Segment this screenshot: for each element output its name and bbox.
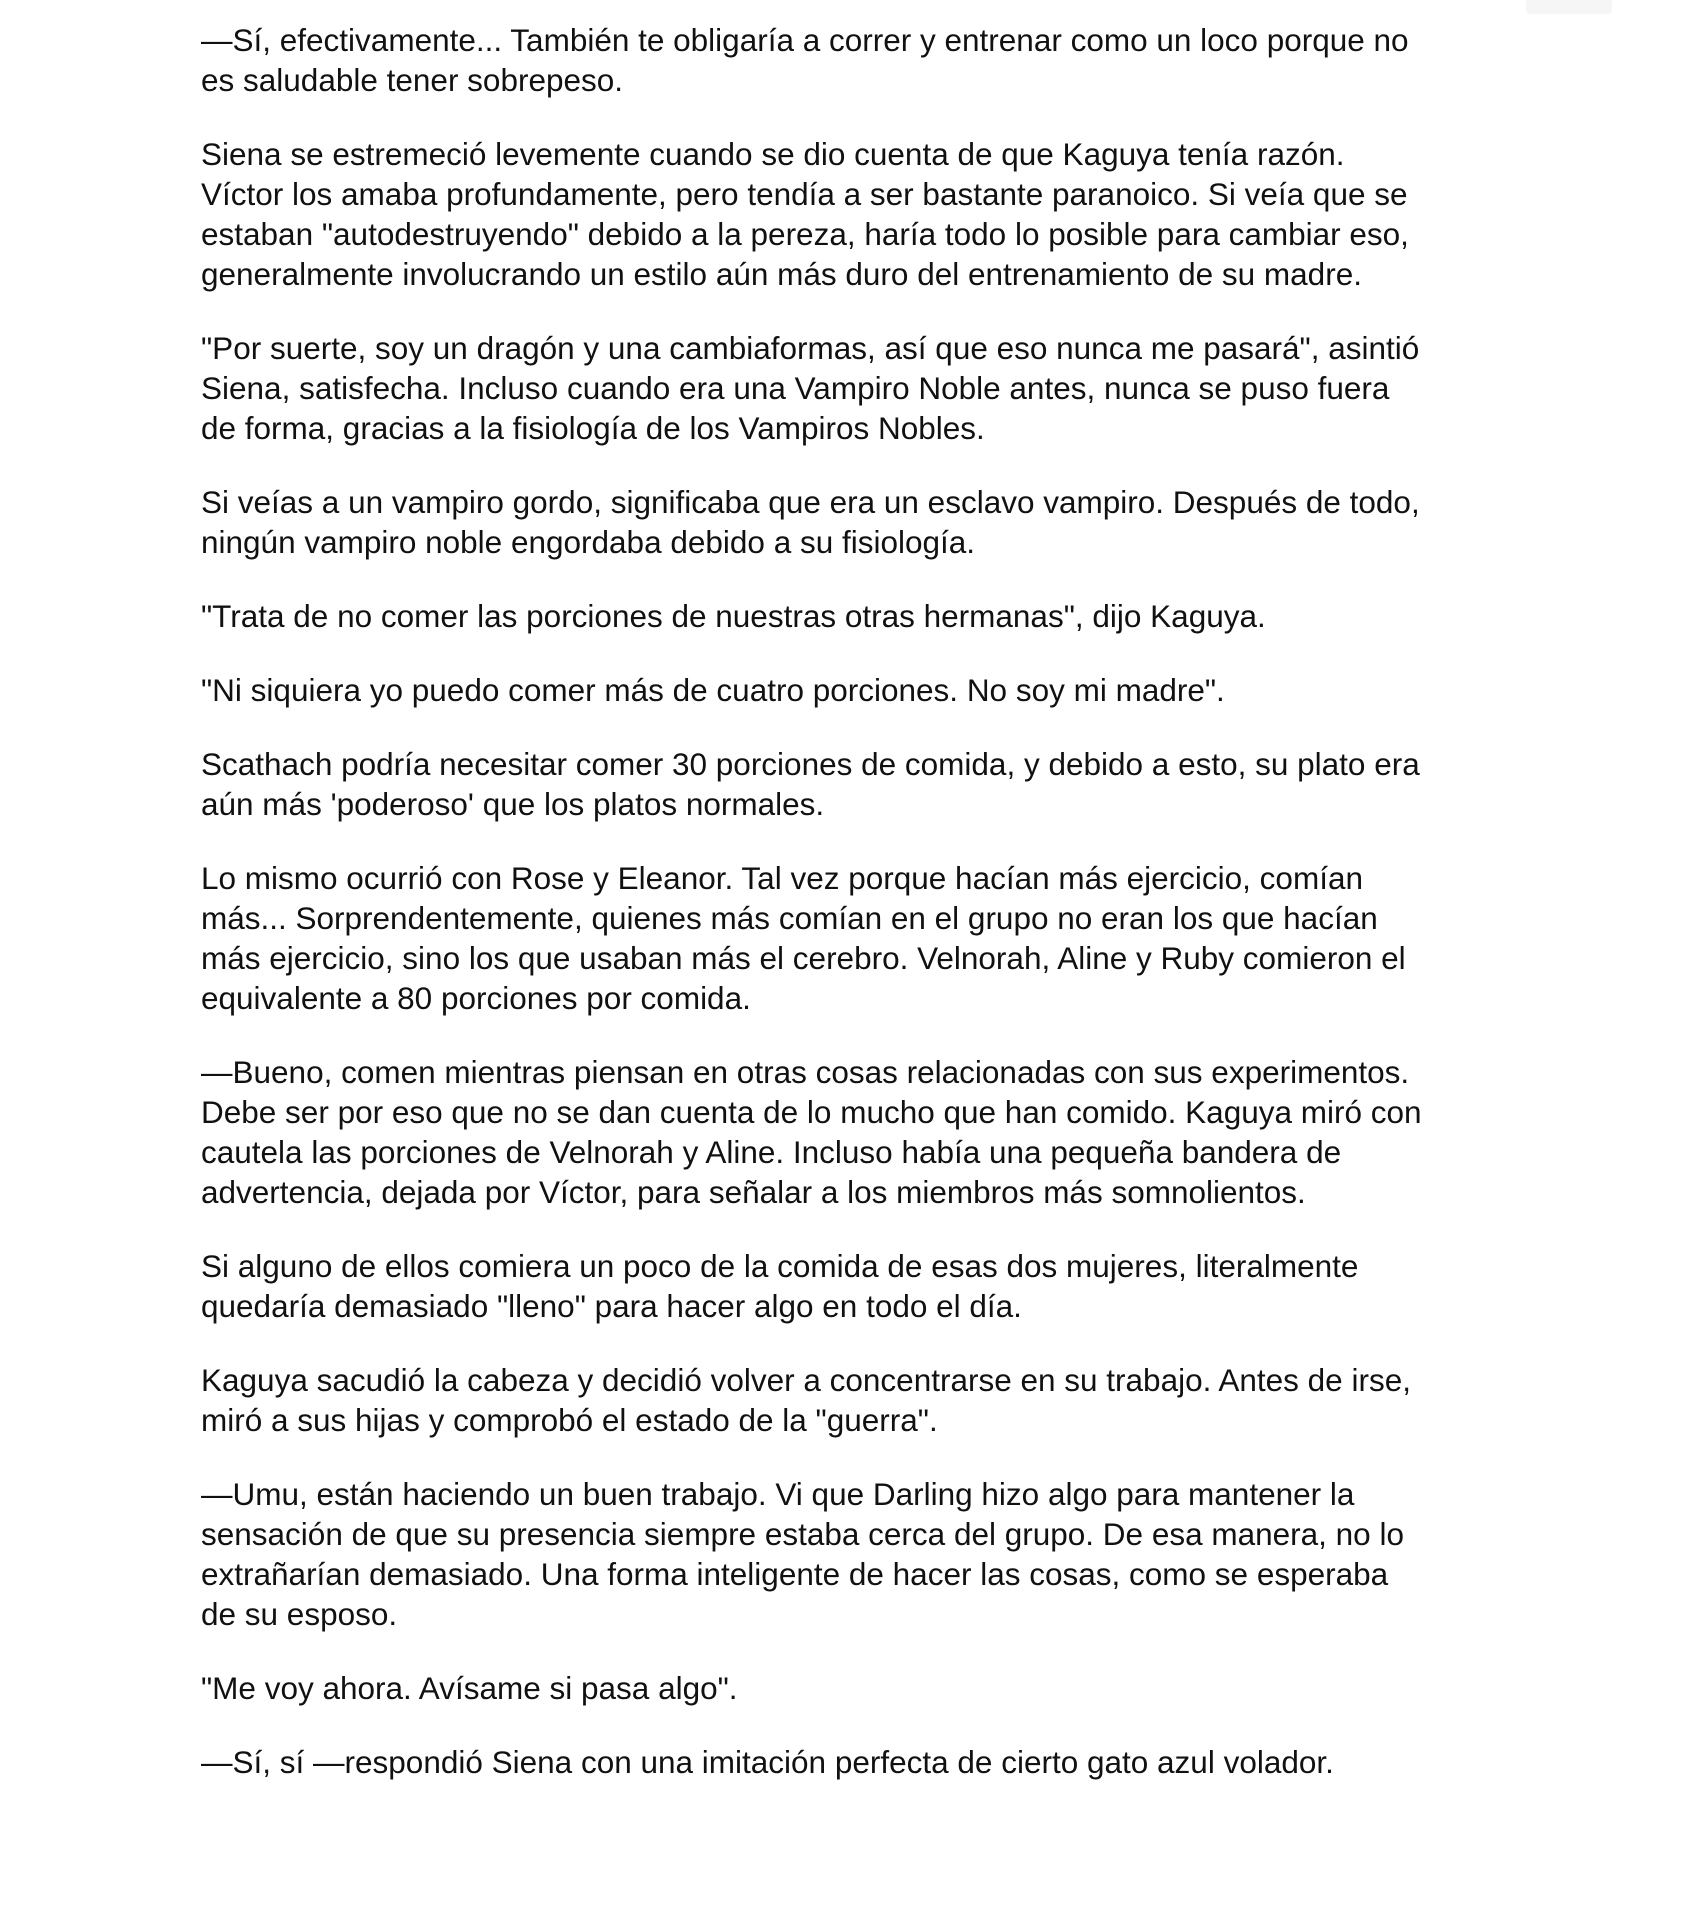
paragraph-8: Lo mismo ocurrió con Rose y Eleanor. Tal vez porque hacían más ejercicio, comían más... Sorprendentemente, quienes más comían en el grupo no eran los que hacían más ejercicio, sino los que usaban más el cerebro. Velnorah, Aline y Ruby comieron el equivalente a 80 porciones por comida. [201, 860, 1406, 1016]
paragraph-2: Siena se estremeció levemente cuando se dio cuenta de que Kaguya tenía razón. Víctor los amaba profundamente, pero tendía a ser bastante paranoico. Si veía que se estaban "autodestruyendo" debido a la pereza, haría todo lo posible para cambiar eso, generalmente involucrando un estilo aún más duro del entrenamiento de su madre. [201, 136, 1409, 292]
paragraph-6: "Ni siquiera yo puedo comer más de cuatro porciones. No soy mi madre". [201, 672, 1225, 708]
paragraph-1: —Sí, efectivamente... También te obligaría a correr y entrenar como un loco porque no es saludable tener sobrepeso. [201, 22, 1409, 98]
paragraph-7: Scathach podría necesitar comer 30 porciones de comida, y debido a esto, su plato era aún más 'poderoso' que los platos normales. [201, 746, 1420, 822]
paragraph-4: Si veías a un vampiro gordo, significaba que era un esclavo vampiro. Después de todo, ningún vampiro noble engordaba debido a su fisiología. [201, 484, 1420, 560]
paragraph-10: Si alguno de ellos comiera un poco de la comida de esas dos mujeres, literalmente quedaría demasiado "lleno" para hacer algo en todo el día. [201, 1248, 1359, 1324]
paragraph-12: —Umu, están haciendo un buen trabajo. Vi que Darling hizo algo para mantener la sensación de que su presencia siempre estaba cerca del grupo. De esa manera, no lo extrañarían demasiado. Una forma inteligente de hacer las cosas, como se esperaba de su esposo. [201, 1476, 1404, 1632]
paragraph-11: Kaguya sacudió la cabeza y decidió volver a concentrarse en su trabajo. Antes de irse, miró a sus hijas y comprobó el estado de la "guerra". [201, 1362, 1411, 1438]
paragraph-3: "Por suerte, soy un dragón y una cambiaformas, así que eso nunca me pasará", asintió Siena, satisfecha. Incluso cuando era una Vampiro Noble antes, nunca se puso fuera de forma, gracias a la fisiología de los Vampiros Nobles. [201, 330, 1420, 446]
paragraph-5: "Trata de no comer las porciones de nuestras otras hermanas", dijo Kaguya. [201, 598, 1266, 634]
document-body [201, 20, 1521, 1816]
page-corner-mark [1526, 0, 1612, 14]
paragraph-14: —Sí, sí —respondió Siena con una imitación perfecta de cierto gato azul volador. [201, 1744, 1334, 1780]
paragraph-9: —Bueno, comen mientras piensan en otras cosas relacionadas con sus experimentos. Debe ser por eso que no se dan cuenta de lo mucho que han comido. Kaguya miró con cautela las porciones de Velnorah y Aline. Incluso había una pequeña bandera de advertencia, dejada por Víctor, para señalar a los miembros más somnolientos. [201, 1054, 1422, 1210]
paragraph-13: "Me voy ahora. Avísame si pasa algo". [201, 1670, 738, 1706]
